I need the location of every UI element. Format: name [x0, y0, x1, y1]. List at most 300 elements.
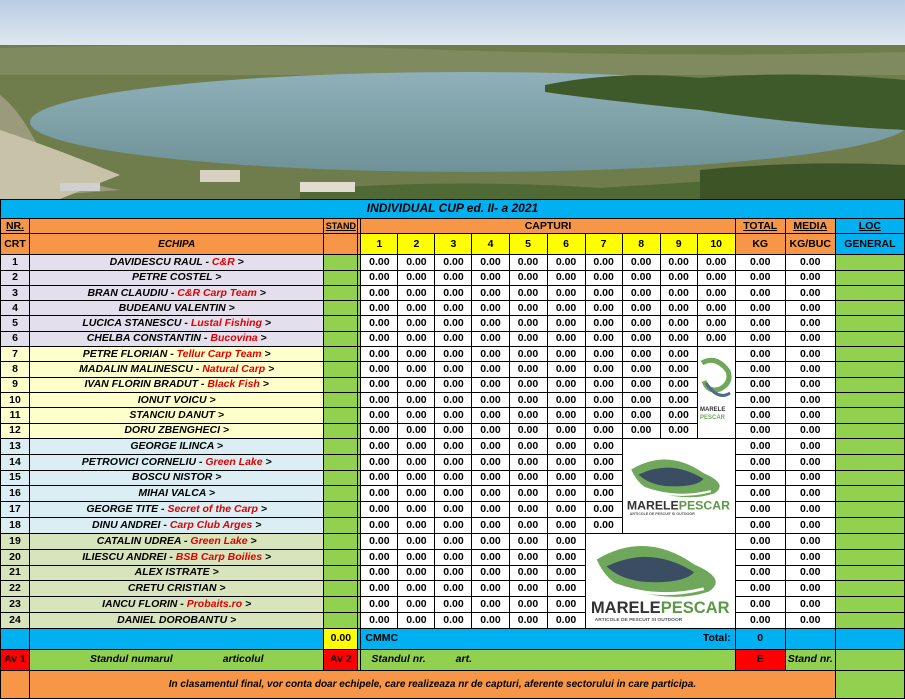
- row-loc: [835, 316, 904, 331]
- row-loc: [835, 347, 904, 362]
- row-stand[interactable]: [324, 502, 358, 518]
- capture-col-2: 2: [398, 234, 435, 255]
- capture-cell[interactable]: 0.00: [660, 347, 697, 362]
- capture-cell[interactable]: 0.00: [509, 392, 547, 407]
- participant-name: ILIESCU ANDREI -: [82, 550, 176, 563]
- header-crt: CRT: [1, 234, 30, 255]
- row-media: 0.00: [785, 613, 835, 629]
- capture-cell[interactable]: 0.00: [547, 438, 585, 454]
- capture-cell[interactable]: 0.00: [398, 377, 435, 392]
- capture-cell[interactable]: 0.00: [509, 377, 547, 392]
- capture-cell[interactable]: 0.00: [398, 362, 435, 377]
- capture-cell[interactable]: 0.00: [398, 470, 435, 486]
- row-stand[interactable]: [324, 597, 358, 613]
- row-loc: [835, 613, 904, 629]
- capture-cell[interactable]: 0.00: [547, 377, 585, 392]
- capture-cell[interactable]: 0.00: [472, 502, 509, 518]
- row-loc: [835, 270, 904, 285]
- capture-cell[interactable]: 0.00: [509, 533, 547, 549]
- capture-cell[interactable]: 0.00: [622, 423, 660, 438]
- row-loc: [835, 285, 904, 300]
- team-name: Green Lake: [205, 455, 263, 468]
- row-stand[interactable]: [324, 408, 358, 423]
- capture-cell[interactable]: 0.00: [435, 470, 472, 486]
- row-participant: [30, 347, 324, 362]
- participant-name: CRETU CRISTIAN >: [127, 582, 226, 595]
- marelepescar-logo: [622, 438, 735, 533]
- row-total-kg: 0.00: [735, 486, 785, 502]
- row-stand[interactable]: [324, 347, 358, 362]
- row-stand[interactable]: [324, 581, 358, 597]
- capture-cell[interactable]: 0.00: [361, 347, 398, 362]
- capture-cell[interactable]: 0.00: [398, 301, 435, 316]
- capture-cell[interactable]: 0.00: [398, 581, 435, 597]
- capture-cell[interactable]: 0.00: [622, 270, 660, 285]
- row-stand[interactable]: [324, 392, 358, 407]
- capture-cell[interactable]: 0.00: [547, 533, 585, 549]
- capture-cell[interactable]: 0.00: [435, 533, 472, 549]
- capture-cell[interactable]: 0.00: [697, 270, 735, 285]
- row-media: 0.00: [785, 362, 835, 377]
- row-stand[interactable]: [324, 285, 358, 300]
- capture-cell[interactable]: 0.00: [585, 518, 622, 534]
- capture-cell[interactable]: 0.00: [472, 565, 509, 581]
- row-stand[interactable]: [324, 486, 358, 502]
- capture-cell[interactable]: 0.00: [472, 518, 509, 534]
- capture-cell[interactable]: 0.00: [547, 301, 585, 316]
- capture-cell[interactable]: 0.00: [509, 408, 547, 423]
- capture-cell[interactable]: 0.00: [435, 518, 472, 534]
- capture-cell[interactable]: 0.00: [435, 301, 472, 316]
- capture-cell[interactable]: 0.00: [547, 423, 585, 438]
- capture-cell[interactable]: 0.00: [509, 613, 547, 629]
- row-participant: [30, 438, 324, 454]
- capture-cell[interactable]: 0.00: [547, 454, 585, 470]
- row-stand[interactable]: [324, 518, 358, 534]
- participant-name: LUCICA STANESCU -: [82, 317, 191, 330]
- capture-cell[interactable]: 0.00: [472, 438, 509, 454]
- row-media: 0.00: [785, 581, 835, 597]
- capture-cell[interactable]: 0.00: [398, 533, 435, 549]
- capture-cell[interactable]: 0.00: [509, 285, 547, 300]
- capture-cell[interactable]: 0.00: [361, 470, 398, 486]
- capture-cell[interactable]: 0.00: [547, 362, 585, 377]
- capture-cell[interactable]: 0.00: [547, 285, 585, 300]
- capture-cell[interactable]: 0.00: [509, 470, 547, 486]
- capture-cell[interactable]: 0.00: [472, 486, 509, 502]
- table-row: [1, 565, 905, 581]
- capture-cell[interactable]: 0.00: [509, 565, 547, 581]
- row-media: 0.00: [785, 454, 835, 470]
- capture-cell[interactable]: 0.00: [697, 316, 735, 331]
- row-stand[interactable]: [324, 470, 358, 486]
- marelepescar-logo: [585, 533, 735, 628]
- row-stand[interactable]: [324, 454, 358, 470]
- capture-cell[interactable]: 0.00: [622, 347, 660, 362]
- capture-cell[interactable]: 0.00: [435, 438, 472, 454]
- capture-cell[interactable]: 0.00: [509, 549, 547, 565]
- capture-cell[interactable]: 0.00: [660, 301, 697, 316]
- participant-tail: >: [252, 518, 262, 531]
- row-total-kg: 0.00: [735, 301, 785, 316]
- capture-cell[interactable]: 0.00: [622, 301, 660, 316]
- capture-cell[interactable]: 0.00: [361, 423, 398, 438]
- capture-cell[interactable]: 0.00: [361, 518, 398, 534]
- capture-cell[interactable]: 0.00: [585, 486, 622, 502]
- capture-cell[interactable]: 0.00: [361, 270, 398, 285]
- row-total-kg: 0.00: [735, 270, 785, 285]
- row-stand[interactable]: [324, 377, 358, 392]
- capture-cell[interactable]: 0.00: [697, 301, 735, 316]
- capture-cell[interactable]: 0.00: [472, 255, 509, 270]
- capture-cell[interactable]: 0.00: [435, 613, 472, 629]
- row-total-kg: 0.00: [735, 613, 785, 629]
- header-loc: LOC: [835, 219, 904, 234]
- participant-name: DORU ZBENGHECI >: [124, 424, 230, 437]
- capture-cell[interactable]: 0.00: [547, 255, 585, 270]
- table-row: [1, 597, 905, 613]
- capture-cell[interactable]: 0.00: [622, 316, 660, 331]
- capture-cell[interactable]: 0.00: [660, 331, 697, 346]
- row-nr: 24: [1, 613, 30, 629]
- capture-cell[interactable]: 0.00: [585, 377, 622, 392]
- capture-cell[interactable]: 0.00: [398, 423, 435, 438]
- capture-cell[interactable]: 0.00: [509, 502, 547, 518]
- footer-e: E: [735, 649, 785, 670]
- capture-cell[interactable]: 0.00: [398, 597, 435, 613]
- capture-cell[interactable]: 0.00: [585, 408, 622, 423]
- row-total-kg: 0.00: [735, 565, 785, 581]
- capture-cell[interactable]: 0.00: [361, 565, 398, 581]
- row-participant: [30, 331, 324, 346]
- capture-cell[interactable]: 0.00: [361, 331, 398, 346]
- capture-col-9: 9: [660, 234, 697, 255]
- capture-cell[interactable]: 0.00: [509, 581, 547, 597]
- capture-cell[interactable]: 0.00: [472, 470, 509, 486]
- row-nr: 15: [1, 470, 30, 486]
- row-media: 0.00: [785, 438, 835, 454]
- row-stand[interactable]: [324, 533, 358, 549]
- capture-cell[interactable]: 0.00: [585, 392, 622, 407]
- capture-cell[interactable]: 0.00: [509, 316, 547, 331]
- capture-cell[interactable]: 0.00: [585, 362, 622, 377]
- capture-cell[interactable]: 0.00: [435, 549, 472, 565]
- capture-cell[interactable]: 0.00: [435, 392, 472, 407]
- capture-cell[interactable]: 0.00: [361, 392, 398, 407]
- participant-tail: >: [259, 378, 269, 391]
- capture-cell[interactable]: 0.00: [660, 423, 697, 438]
- capture-cell[interactable]: 0.00: [398, 486, 435, 502]
- capture-cell[interactable]: 0.00: [585, 285, 622, 300]
- row-stand[interactable]: [324, 613, 358, 629]
- capture-cell[interactable]: 0.00: [361, 301, 398, 316]
- row-stand[interactable]: [324, 316, 358, 331]
- row-stand[interactable]: [324, 438, 358, 454]
- capture-cell[interactable]: 0.00: [509, 362, 547, 377]
- row-participant: [30, 316, 324, 331]
- capture-cell[interactable]: 0.00: [472, 408, 509, 423]
- capture-col-6: 6: [547, 234, 585, 255]
- capture-cell[interactable]: 0.00: [398, 518, 435, 534]
- capture-cell[interactable]: 0.00: [435, 362, 472, 377]
- capture-cell[interactable]: 0.00: [585, 331, 622, 346]
- team-name: Carp Club Arges: [169, 518, 253, 531]
- capture-cell[interactable]: 0.00: [472, 423, 509, 438]
- capture-cell[interactable]: 0.00: [361, 438, 398, 454]
- capture-cell[interactable]: 0.00: [435, 502, 472, 518]
- row-participant: [30, 565, 324, 581]
- capture-cell[interactable]: 0.00: [361, 362, 398, 377]
- capture-cell[interactable]: 0.00: [435, 270, 472, 285]
- table-row: [1, 533, 905, 549]
- capture-cell[interactable]: 0.00: [361, 377, 398, 392]
- row-total-kg: 0.00: [735, 454, 785, 470]
- capture-cell[interactable]: 0.00: [472, 377, 509, 392]
- capture-cell[interactable]: 0.00: [585, 316, 622, 331]
- capture-cell[interactable]: 0.00: [547, 518, 585, 534]
- capture-cell[interactable]: 0.00: [585, 438, 622, 454]
- participant-tail: >: [256, 286, 266, 299]
- row-stand[interactable]: [324, 549, 358, 565]
- capture-cell[interactable]: 0.00: [398, 408, 435, 423]
- capture-cell[interactable]: 0.00: [547, 392, 585, 407]
- row-stand[interactable]: [324, 565, 358, 581]
- footer-total-value: 0: [735, 628, 785, 649]
- capture-cell[interactable]: 0.00: [361, 486, 398, 502]
- capture-cell[interactable]: 0.00: [509, 331, 547, 346]
- table-row: [1, 285, 905, 300]
- table-row: [1, 408, 905, 423]
- capture-cell[interactable]: 0.00: [472, 270, 509, 285]
- capture-cell[interactable]: 0.00: [547, 270, 585, 285]
- row-stand[interactable]: [324, 362, 358, 377]
- row-participant: [30, 502, 324, 518]
- team-name: Tellur Carp Team: [176, 347, 262, 360]
- table-row: [1, 454, 905, 470]
- capture-cell[interactable]: 0.00: [435, 347, 472, 362]
- header-capturi: CAPTURI: [361, 219, 735, 234]
- participant-tail: >: [262, 455, 272, 468]
- capture-cell[interactable]: 0.00: [547, 408, 585, 423]
- capture-cell[interactable]: 0.00: [361, 597, 398, 613]
- capture-cell[interactable]: 0.00: [472, 301, 509, 316]
- capture-cell[interactable]: 0.00: [509, 255, 547, 270]
- capture-cell[interactable]: 0.00: [509, 347, 547, 362]
- capture-cell[interactable]: 0.00: [472, 597, 509, 613]
- capture-cell[interactable]: 0.00: [547, 502, 585, 518]
- capture-cell[interactable]: 0.00: [398, 565, 435, 581]
- row-media: 0.00: [785, 549, 835, 565]
- capture-cell[interactable]: 0.00: [509, 597, 547, 613]
- capture-cell[interactable]: 0.00: [361, 613, 398, 629]
- capture-cell[interactable]: 0.00: [622, 392, 660, 407]
- capture-cell[interactable]: 0.00: [547, 549, 585, 565]
- capture-cell[interactable]: 0.00: [509, 301, 547, 316]
- row-stand[interactable]: [324, 255, 358, 270]
- capture-cell[interactable]: 0.00: [435, 454, 472, 470]
- capture-cell[interactable]: 0.00: [361, 454, 398, 470]
- capture-cell[interactable]: 0.00: [472, 347, 509, 362]
- capture-cell[interactable]: 0.00: [547, 331, 585, 346]
- participant-name: BRAN CLAUDIU -: [87, 286, 178, 299]
- capture-cell[interactable]: 0.00: [660, 316, 697, 331]
- row-loc: [835, 533, 904, 549]
- capture-cell[interactable]: 0.00: [435, 565, 472, 581]
- capture-cell[interactable]: 0.00: [361, 581, 398, 597]
- capture-cell[interactable]: 0.00: [472, 613, 509, 629]
- capture-cell[interactable]: 0.00: [472, 285, 509, 300]
- capture-cell[interactable]: 0.00: [398, 316, 435, 331]
- capture-cell[interactable]: 0.00: [509, 518, 547, 534]
- capture-cell[interactable]: 0.00: [472, 392, 509, 407]
- row-total-kg: 0.00: [735, 392, 785, 407]
- capture-cell[interactable]: 0.00: [585, 502, 622, 518]
- row-total-kg: 0.00: [735, 362, 785, 377]
- capture-cell[interactable]: 0.00: [435, 486, 472, 502]
- row-stand[interactable]: [324, 301, 358, 316]
- capture-cell[interactable]: 0.00: [660, 255, 697, 270]
- capture-cell[interactable]: 0.00: [398, 285, 435, 300]
- capture-cell[interactable]: 0.00: [472, 331, 509, 346]
- row-total-kg: 0.00: [735, 438, 785, 454]
- svg-text:ARTICOLE DE PESCUIT SI OUTDOOR: ARTICOLE DE PESCUIT SI OUTDOOR: [594, 617, 683, 623]
- capture-cell[interactable]: 0.00: [361, 316, 398, 331]
- capture-cell[interactable]: 0.00: [435, 255, 472, 270]
- team-name: Natural Carp: [202, 363, 266, 376]
- capture-cell[interactable]: 0.00: [622, 331, 660, 346]
- capture-cell[interactable]: 0.00: [435, 331, 472, 346]
- capture-cell[interactable]: 0.00: [509, 454, 547, 470]
- capture-cell[interactable]: 0.00: [622, 408, 660, 423]
- capture-cell[interactable]: 0.00: [361, 549, 398, 565]
- capture-cell[interactable]: 0.00: [585, 270, 622, 285]
- capture-cell[interactable]: 0.00: [361, 533, 398, 549]
- capture-cell[interactable]: 0.00: [585, 255, 622, 270]
- capture-cell[interactable]: 0.00: [622, 377, 660, 392]
- capture-cell[interactable]: 0.00: [398, 392, 435, 407]
- capture-cell[interactable]: 0.00: [435, 597, 472, 613]
- capture-cell[interactable]: 0.00: [509, 270, 547, 285]
- capture-cell[interactable]: 0.00: [547, 565, 585, 581]
- capture-cell[interactable]: 0.00: [585, 423, 622, 438]
- participant-name: STANCIU DANUT >: [129, 408, 224, 421]
- capture-cell[interactable]: 0.00: [435, 285, 472, 300]
- capture-cell[interactable]: 0.00: [435, 408, 472, 423]
- capture-cell[interactable]: 0.00: [697, 331, 735, 346]
- capture-cell[interactable]: 0.00: [509, 423, 547, 438]
- capture-cell[interactable]: 0.00: [361, 255, 398, 270]
- capture-cell[interactable]: 0.00: [398, 347, 435, 362]
- team-name: C&R Carp Team: [177, 286, 257, 299]
- capture-cell[interactable]: 0.00: [398, 255, 435, 270]
- capture-cell[interactable]: 0.00: [509, 486, 547, 502]
- capture-cell[interactable]: 0.00: [660, 285, 697, 300]
- team-name: Bucovina: [210, 332, 258, 345]
- capture-cell[interactable]: 0.00: [398, 502, 435, 518]
- capture-cell[interactable]: 0.00: [547, 581, 585, 597]
- participant-name: GEORGE ILINCA >: [130, 439, 224, 452]
- capture-cell[interactable]: 0.00: [697, 285, 735, 300]
- capture-cell[interactable]: 0.00: [660, 377, 697, 392]
- participant-name: DINU ANDREI -: [92, 518, 170, 531]
- capture-cell[interactable]: 0.00: [509, 438, 547, 454]
- capture-cell[interactable]: 0.00: [585, 470, 622, 486]
- participant-tail: >: [234, 255, 244, 268]
- capture-cell[interactable]: 0.00: [472, 362, 509, 377]
- row-participant: [30, 255, 324, 270]
- capture-cell[interactable]: 0.00: [435, 423, 472, 438]
- capture-cell[interactable]: 0.00: [361, 285, 398, 300]
- row-loc: [835, 502, 904, 518]
- capture-cell[interactable]: 0.00: [547, 316, 585, 331]
- capture-cell[interactable]: 0.00: [547, 486, 585, 502]
- row-total-kg: 0.00: [735, 347, 785, 362]
- row-total-kg: 0.00: [735, 316, 785, 331]
- capture-cell[interactable]: 0.00: [660, 362, 697, 377]
- capture-cell[interactable]: 0.00: [697, 255, 735, 270]
- participant-tail: >: [261, 317, 272, 330]
- capture-cell[interactable]: 0.00: [472, 581, 509, 597]
- row-stand[interactable]: [324, 331, 358, 346]
- capture-cell[interactable]: 0.00: [547, 613, 585, 629]
- capture-cell[interactable]: 0.00: [435, 581, 472, 597]
- capture-cell[interactable]: 0.00: [585, 301, 622, 316]
- capture-cell[interactable]: 0.00: [472, 549, 509, 565]
- capture-cell[interactable]: 0.00: [472, 454, 509, 470]
- row-participant: [30, 285, 324, 300]
- capture-cell[interactable]: 0.00: [398, 270, 435, 285]
- capture-cell[interactable]: 0.00: [660, 270, 697, 285]
- header-kgbuc: KG/BUC: [785, 234, 835, 255]
- capture-cell[interactable]: 0.00: [472, 533, 509, 549]
- capture-cell[interactable]: 0.00: [622, 285, 660, 300]
- row-loc: [835, 454, 904, 470]
- capture-cell[interactable]: 0.00: [547, 347, 585, 362]
- capture-cell[interactable]: 0.00: [547, 470, 585, 486]
- capture-cell[interactable]: 0.00: [398, 613, 435, 629]
- capture-cell[interactable]: 0.00: [361, 408, 398, 423]
- capture-cell[interactable]: 0.00: [435, 316, 472, 331]
- capture-cell[interactable]: 0.00: [472, 316, 509, 331]
- capture-cell[interactable]: 0.00: [361, 502, 398, 518]
- capture-cell[interactable]: 0.00: [660, 408, 697, 423]
- capture-cell[interactable]: 0.00: [435, 377, 472, 392]
- capture-cell[interactable]: 0.00: [398, 438, 435, 454]
- row-loc: [835, 438, 904, 454]
- svg-text:ARTICOLE DE PESCUIT SI OUTDOOR: ARTICOLE DE PESCUIT SI OUTDOOR: [630, 511, 696, 516]
- capture-cell[interactable]: 0.00: [398, 454, 435, 470]
- row-stand[interactable]: [324, 423, 358, 438]
- svg-text:MARELEPESCAR: MARELEPESCAR: [591, 597, 730, 617]
- capture-cell[interactable]: 0.00: [622, 362, 660, 377]
- capture-cell[interactable]: 0.00: [622, 255, 660, 270]
- row-loc: [835, 408, 904, 423]
- row-participant: [30, 470, 324, 486]
- results-table: [0, 199, 905, 699]
- capture-cell[interactable]: 0.00: [660, 392, 697, 407]
- table-row: [1, 518, 905, 534]
- participant-tail: >: [242, 598, 252, 611]
- row-media: 0.00: [785, 347, 835, 362]
- capture-cell[interactable]: 0.00: [585, 454, 622, 470]
- capture-cell[interactable]: 0.00: [585, 347, 622, 362]
- row-stand[interactable]: [324, 270, 358, 285]
- row-nr: 14: [1, 454, 30, 470]
- capture-cell[interactable]: 0.00: [547, 597, 585, 613]
- row-media: 0.00: [785, 392, 835, 407]
- capture-cell[interactable]: 0.00: [398, 331, 435, 346]
- capture-cell[interactable]: 0.00: [398, 549, 435, 565]
